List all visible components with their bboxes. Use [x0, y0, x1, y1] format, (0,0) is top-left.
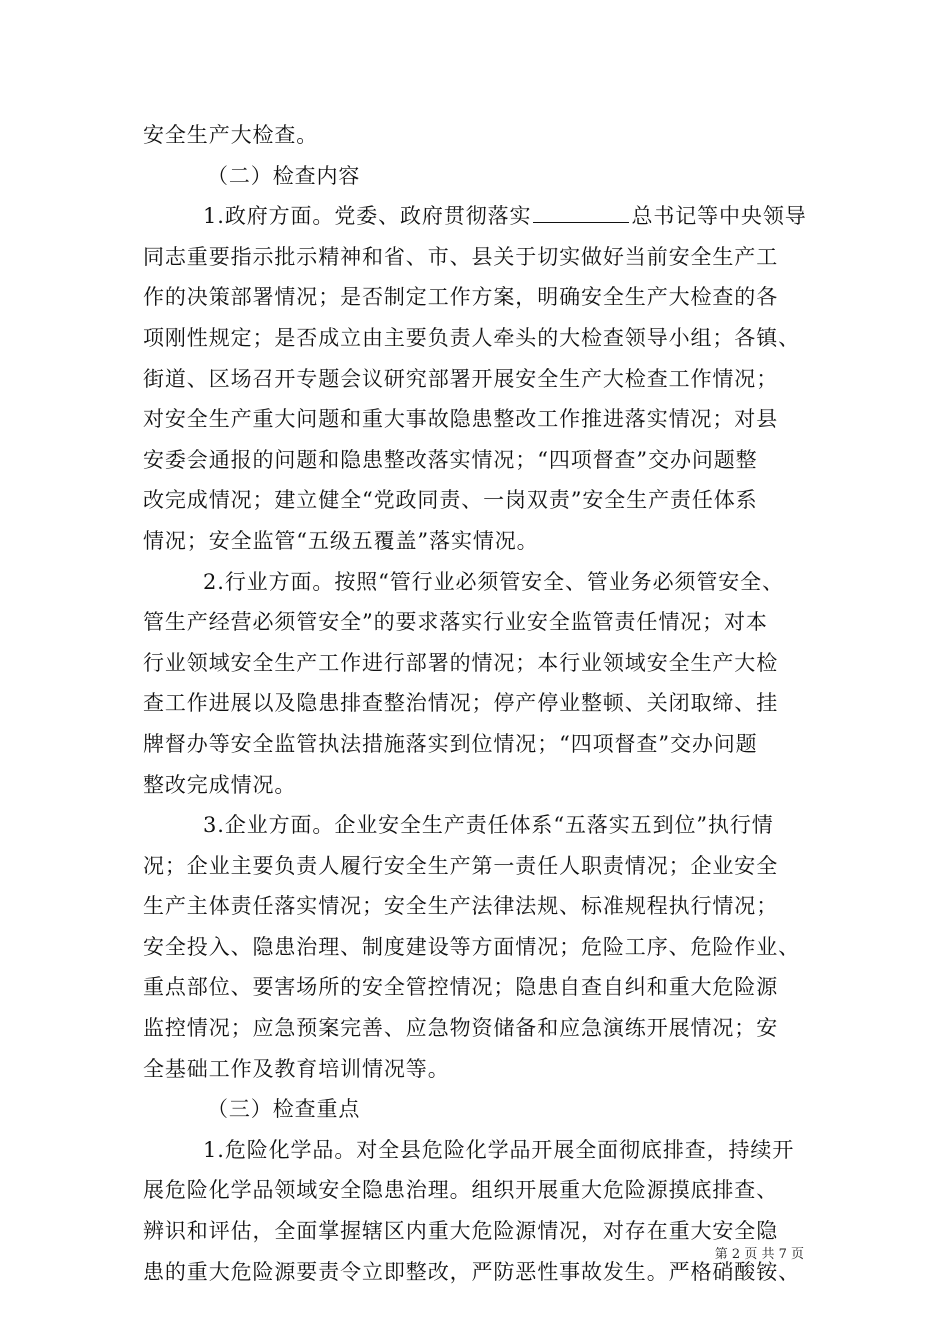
paragraph-line: 改完成情况；建立健全“党政同责、一岗双责”安全生产责任体系 — [143, 488, 758, 513]
paragraph-line: 安委会通报的问题和隐患整改落实情况；“四项督查”交办问题整 — [143, 447, 758, 472]
paragraph-line: 查工作进展以及隐患排查整治情况；停产停业整顿、关闭取缔、挂 — [143, 691, 779, 716]
paragraph-line: 牌督办等安全监管执法措施落实到位情况；“四项督查”交办问题 — [143, 731, 758, 756]
paragraph-line: 全基础工作及教育培训情况等。 — [143, 1056, 450, 1081]
paragraph-line: 安全生产大检查。 — [143, 123, 319, 147]
paragraph-line: 作的决策部署情况；是否制定工作方案，明确安全生产大检查的各 — [143, 285, 779, 310]
paragraph-line: 行业领域安全生产工作进行部署的情况；本行业领域安全生产大检 — [143, 650, 779, 675]
document-body — [143, 115, 815, 1292]
paragraph-line: 街道、区场召开专题会议研究部署开展安全生产大检查工作情况； — [143, 366, 779, 391]
paragraph-text: 1.政府方面。党委、政府贯彻落实 — [203, 204, 532, 229]
paragraph-text: 总书记等中央领导 — [631, 204, 807, 229]
paragraph-line: 情况；安全监管“五级五覆盖”落实情况。 — [143, 528, 539, 553]
paragraph-line: 项刚性规定；是否成立由主要负责人牵头的大检查领导小组；各镇、 — [143, 325, 800, 350]
paragraph-line: 同志重要指示批示精神和省、市、县关于切实做好当前安全生产工 — [143, 244, 779, 269]
paragraph-line: 辨识和评估，全面掌握辖区内重大危险源情况，对存在重大安全隐 — [143, 1219, 779, 1244]
paragraph-line: 展危险化学品领域安全隐患治理。组织开展重大危险源摸底排查、 — [143, 1178, 779, 1203]
section-heading: （三）检查重点 — [207, 1097, 361, 1122]
page-number: 第 2 页 共 7 页 — [714, 1247, 804, 1262]
paragraph-line: 管生产经营必须管安全”的要求落实行业安全监管责任情况；对本 — [143, 610, 768, 635]
paragraph-line: 重点部位、要害场所的安全管控情况；隐患自查自纠和重大危险源 — [143, 975, 779, 1000]
paragraph-line: 监控情况；应急预案完善、应急物资储备和应急演练开展情况；安 — [143, 1016, 779, 1041]
paragraph-line: 3.企业方面。企业安全生产责任体系“五落实五到位”执行情 — [203, 813, 774, 838]
paragraph-line: 况；企业主要负责人履行安全生产第一责任人职责情况；企业安全 — [143, 853, 779, 878]
paragraph-line: 整改完成情况。 — [143, 772, 297, 797]
paragraph-line: 患的重大危险源要责令立即整改，严防恶性事故发生。严格硝酸铵、 — [143, 1259, 800, 1284]
paragraph-line: 安全投入、隐患治理、制度建设等方面情况；危险工序、危险作业、 — [143, 934, 800, 959]
paragraph-line — [143, 196, 815, 237]
paragraph-line: 1.危险化学品。对全县危险化学品开展全面彻底排查，持续开 — [203, 1137, 795, 1162]
paragraph-line: 对安全生产重大问题和重大事故隐患整改工作推进落实情况；对县 — [143, 407, 779, 432]
fill-in-blank — [533, 206, 629, 223]
paragraph-line: 生产主体责任落实情况；安全生产法律法规、标准规程执行情况； — [143, 894, 779, 919]
paragraph-line: 2.行业方面。按照“管行业必须管安全、管业务必须管安全、 — [203, 569, 784, 594]
section-heading: （二）检查内容 — [207, 163, 361, 188]
